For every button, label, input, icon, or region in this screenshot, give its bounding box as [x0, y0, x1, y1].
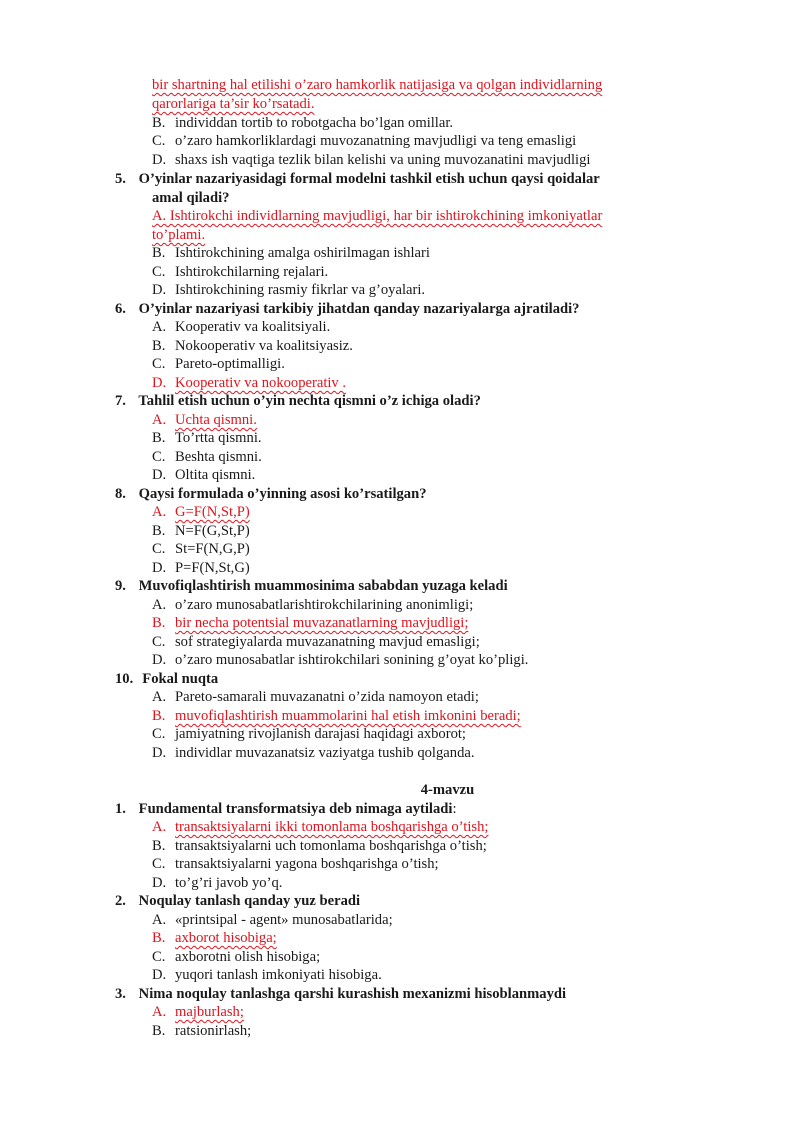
t2-option-d: D. yuqori tanlash imkoniyati hisobiga.	[152, 967, 382, 983]
prev-option-b: B. individdan tortib to robotgacha bo’lgan omillar.	[152, 115, 454, 131]
prev-answer-a-line2: qarorlariga ta’sir ko’rsatadi.	[152, 96, 315, 112]
q7-option-a: A. Uchta qismni.	[152, 412, 257, 428]
topic4-question-3: 3. Nima noqulay tanlashga qarshi kurashish mexanizmi hisoblanmaydi	[115, 986, 567, 1002]
q7-option-b: B. To’rtta qismni.	[152, 430, 262, 446]
prev-answer-a-line1: bir shartning hal etilishi o’zaro hamkorlik natijasiga va qolgan individlarning	[152, 77, 603, 93]
q7-option-c: C. Beshta qismni.	[152, 449, 262, 465]
q9-option-c: C. sof strategiyalarda muvazanatning mavjud emasligi;	[152, 634, 480, 650]
q10-option-a: A. Pareto-samarali muvazanatni o’zida namoyon etadi;	[152, 689, 479, 705]
t3-option-a: A. majburlash;	[152, 1004, 244, 1020]
t2-option-b: B. axborot hisobiga;	[152, 930, 277, 946]
t1-option-d: D. to’g’ri javob yo’q.	[152, 875, 283, 891]
q5-answer-a-line2: to’plami.	[152, 227, 206, 243]
q7-option-d: D. Oltita qismni.	[152, 467, 256, 483]
q8-option-a: A. G=F(N,St,P)	[152, 504, 250, 520]
q5-option-c: C. Ishtirokchilarning rejalari.	[152, 264, 329, 280]
q10-option-b: B. muvofiqlashtirish muammolarini hal etish imkonini beradi;	[152, 708, 521, 724]
q6-option-a: A. Kooperativ va koalitsiyali.	[152, 319, 331, 335]
prev-option-c: C. o’zaro hamkorliklardagi muvozanatning mavjudligi va teng emasligi	[152, 133, 577, 149]
question-6: 6. O’yinlar nazariyasi tarkibiy jihatdan qanday nazariyalarga ajratiladi?	[115, 301, 580, 317]
q6-option-b: B. Nokooperativ va koalitsiyasiz.	[152, 338, 353, 354]
t1-option-a: A. transaktsiyalarni ikki tomonlama boshqarishga o’tish;	[152, 819, 489, 835]
q10-option-c: C. jamiyatning rivojlanish darajasi haqidagi axborot;	[152, 726, 466, 742]
q8-option-b: B. N=F(G,St,P)	[152, 523, 250, 539]
q5-option-b: B. Ishtirokchining amalga oshirilmagan ishlari	[152, 245, 430, 261]
t2-option-c: C. axborotni olish hisobiga;	[152, 949, 321, 965]
t1-option-b: B. transaktsiyalarni uch tomonlama boshqarishga o’tish;	[152, 838, 487, 854]
question-7: 7. Tahlil etish uchun o’yin nechta qismni o’z ichiga oladi?	[115, 393, 481, 409]
q8-option-c: C. St=F(N,G,P)	[152, 541, 250, 557]
question-10: 10. Fokal nuqta	[115, 671, 219, 687]
q10-option-d: D. individlar muvazanatsiz vaziyatga tushib qolganda.	[152, 745, 475, 761]
topic-heading: 4-mavzu	[420, 782, 475, 798]
q6-option-c: C. Pareto-optimalligi.	[152, 356, 285, 372]
t2-option-a: A. «printsipal - agent» munosabatlarida;	[152, 912, 393, 928]
prev-option-d: D. shaxs ish vaqtiga tezlik bilan kelishi va uning muvozanatini mavjudligi	[152, 152, 591, 168]
t1-option-c: C. transaktsiyalarni yagona boshqarishga o’tish;	[152, 856, 439, 872]
question-9: 9. Muvofiqlashtirish muammosinima sababdan yuzaga keladi	[115, 578, 508, 594]
q5-option-d: D. Ishtirokchining rasmiy fikrlar va g’oyalari.	[152, 282, 426, 298]
q8-option-d: D. P=F(N,St,G)	[152, 560, 250, 576]
q9-option-d: D. o’zaro munosabatlar ishtirokchilari sonining g’oyat ko’pligi.	[152, 652, 529, 668]
question-8: 8. Qaysi formulada o’yinning asosi ko’rsatilgan?	[115, 486, 427, 502]
q9-option-a: A. o’zaro munosabatlarishtirokchilarining anonimligi;	[152, 597, 474, 613]
t3-option-b: B. ratsionirlash;	[152, 1023, 252, 1039]
topic4-question-1: 1. Fundamental transformatsiya deb nimaga aytiladi:	[115, 801, 457, 817]
topic4-question-2: 2. Noqulay tanlash qanday yuz beradi	[115, 893, 361, 909]
q9-option-b: B. bir necha potentsial muvazanatlarning mavjudligi;	[152, 615, 469, 631]
q6-option-d: D. Kooperativ va nokooperativ .	[152, 375, 347, 391]
question-5: 5. O’yinlar nazariyasidagi formal modelni tashkil etish uchun qaysi qoidalar amal qiladi?	[115, 171, 600, 206]
q5-answer-a-line1: A. Ishtirokchi individlarning mavjudligi, har bir ishtirokchining imkoniyatlar	[152, 208, 603, 224]
